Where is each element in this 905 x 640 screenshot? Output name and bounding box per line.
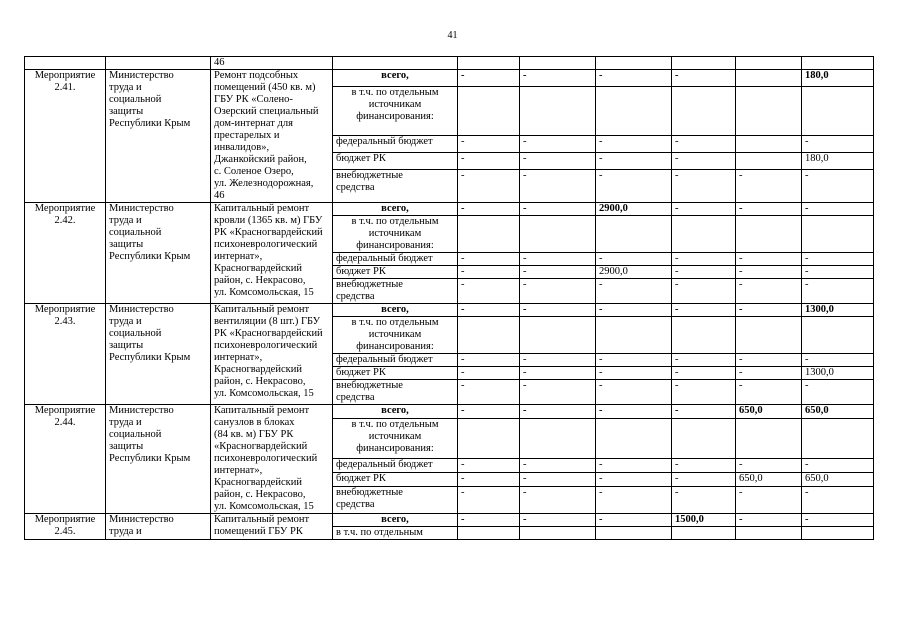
source-label-cell: бюджет РК [333, 266, 458, 279]
object-cell: Ремонт подсобных помещений (450 кв. м) ГБУ РК «Солено- Озерский специальный дом-интернат для престарелых и инвалидов», Джанкойский район, с. Соленое Озеро, ул. Железнодорожная, 46 [211, 70, 333, 203]
amount-cell [672, 317, 736, 354]
amount-cell: 1500,0 [672, 514, 736, 527]
amount-cell: - [458, 304, 520, 317]
object-tail-cell: 46 [211, 57, 333, 70]
amount-cell: - [458, 458, 520, 472]
amount-cell [802, 87, 874, 136]
amount-cell: - [458, 279, 520, 304]
amount-cell: - [520, 170, 596, 203]
amount-cell: - [520, 203, 596, 216]
amount-cell [520, 527, 596, 540]
amount-cell: 650,0 [802, 472, 874, 486]
amount-cell: 650,0 [736, 405, 802, 419]
amount-cell: - [596, 70, 672, 87]
cell-empty [106, 57, 211, 70]
amount-cell [596, 216, 672, 253]
amount-cell: - [520, 135, 596, 152]
amount-cell: - [672, 304, 736, 317]
amount-cell: - [672, 367, 736, 380]
amount-cell: - [596, 486, 672, 513]
amount-cell: - [458, 152, 520, 169]
amount-cell [596, 317, 672, 354]
amount-cell: - [520, 380, 596, 405]
amount-cell: - [520, 405, 596, 419]
amount-cell: - [458, 486, 520, 513]
object-cell: Капитальный ремонт санузлов в блоках (84 кв. м) ГБУ РК «Красногвардейский психоневрологический интернат», Красногвардейский район, с. Некрасово, ул. Комсомольская, 15 [211, 405, 333, 514]
source-label-cell: всего, [333, 405, 458, 419]
amount-cell: - [736, 279, 802, 304]
table-row [25, 514, 874, 527]
amount-cell: - [672, 405, 736, 419]
amount-cell: - [458, 514, 520, 527]
amount-cell [802, 317, 874, 354]
amount-cell: - [672, 253, 736, 266]
amount-cell [736, 419, 802, 459]
object-cell: Капитальный ремонт помещений ГБУ РК [211, 514, 333, 540]
amount-cell [672, 527, 736, 540]
amount-cell: - [596, 458, 672, 472]
source-label-cell: всего, [333, 70, 458, 87]
amount-cell [736, 70, 802, 87]
amount-cell: - [458, 170, 520, 203]
amount-cell: - [802, 354, 874, 367]
amount-cell: - [458, 70, 520, 87]
source-label-cell: бюджет РК [333, 152, 458, 169]
cell-empty [802, 57, 874, 70]
amount-cell [520, 317, 596, 354]
amount-cell: 650,0 [802, 405, 874, 419]
object-cell: Капитальный ремонт вентиляции (8 шт.) ГБУ РК «Красногвардейский психоневрологический интернат», Красногвардейский район, с. Некрасово, ул. Комсомольская, 15 [211, 304, 333, 405]
amount-cell: - [736, 203, 802, 216]
source-label-cell: всего, [333, 304, 458, 317]
amount-cell: - [802, 266, 874, 279]
source-label-cell: всего, [333, 514, 458, 527]
amount-cell [736, 152, 802, 169]
amount-cell [736, 527, 802, 540]
source-label-cell: федеральный бюджет [333, 135, 458, 152]
amount-cell: - [458, 253, 520, 266]
amount-cell: - [520, 472, 596, 486]
amount-cell: - [520, 304, 596, 317]
amount-cell: - [672, 152, 736, 169]
amount-cell: - [458, 367, 520, 380]
amount-cell: - [520, 279, 596, 304]
amount-cell: - [672, 170, 736, 203]
table-row [25, 405, 874, 419]
amount-cell: - [736, 380, 802, 405]
amount-cell [520, 216, 596, 253]
ministry-cell: Министерство труда и [106, 514, 211, 540]
amount-cell: 1300,0 [802, 367, 874, 380]
page-number: 41 [447, 30, 458, 41]
amount-cell [802, 419, 874, 459]
cell-empty [736, 57, 802, 70]
amount-cell: - [736, 354, 802, 367]
source-label-cell: внебюджетные средства [333, 170, 458, 203]
amount-cell: - [458, 380, 520, 405]
amount-cell: - [520, 266, 596, 279]
measure-id-cell: Мероприятие 2.42. [25, 203, 106, 304]
amount-cell: - [802, 458, 874, 472]
amount-cell: - [802, 514, 874, 527]
amount-cell: - [458, 135, 520, 152]
amount-cell: - [520, 354, 596, 367]
source-label-cell: бюджет РК [333, 367, 458, 380]
amount-cell: - [596, 152, 672, 169]
amount-cell: - [672, 472, 736, 486]
amount-cell [458, 527, 520, 540]
amount-cell: - [802, 253, 874, 266]
amount-cell: - [672, 203, 736, 216]
amount-cell [458, 419, 520, 459]
financing-table [24, 56, 874, 540]
amount-cell [672, 216, 736, 253]
amount-cell: - [520, 486, 596, 513]
amount-cell: - [596, 367, 672, 380]
amount-cell: - [736, 170, 802, 203]
amount-cell: 1300,0 [802, 304, 874, 317]
measure-id-cell: Мероприятие 2.44. [25, 405, 106, 514]
amount-cell: 650,0 [736, 472, 802, 486]
amount-cell [520, 419, 596, 459]
amount-cell: 180,0 [802, 70, 874, 87]
amount-cell: - [596, 170, 672, 203]
amount-cell: - [802, 203, 874, 216]
amount-cell [458, 87, 520, 136]
measure-id-cell: Мероприятие 2.43. [25, 304, 106, 405]
amount-cell [520, 87, 596, 136]
amount-cell: - [596, 405, 672, 419]
amount-cell: - [736, 266, 802, 279]
source-label-cell: внебюджетные средства [333, 380, 458, 405]
amount-cell: - [672, 279, 736, 304]
amount-cell: - [672, 266, 736, 279]
amount-cell: - [596, 279, 672, 304]
amount-cell: - [802, 380, 874, 405]
source-label-cell: в т.ч. по отдельным источникам финансирования: [333, 87, 458, 136]
amount-cell: - [596, 472, 672, 486]
amount-cell [736, 216, 802, 253]
amount-cell: - [736, 486, 802, 513]
amount-cell: - [672, 380, 736, 405]
amount-cell: - [672, 135, 736, 152]
source-label-cell: федеральный бюджет [333, 458, 458, 472]
cell-empty [458, 57, 520, 70]
ministry-cell: Министерство труда и социальной защиты Республики Крым [106, 70, 211, 203]
amount-cell: - [802, 279, 874, 304]
amount-cell: - [596, 514, 672, 527]
amount-cell [458, 317, 520, 354]
amount-cell: - [596, 354, 672, 367]
ministry-cell: Министерство труда и социальной защиты Республики Крым [106, 304, 211, 405]
amount-cell: 2900,0 [596, 203, 672, 216]
amount-cell: - [672, 70, 736, 87]
table-row [25, 304, 874, 317]
amount-cell: - [520, 514, 596, 527]
amount-cell: - [802, 135, 874, 152]
amount-cell: - [520, 458, 596, 472]
amount-cell: - [596, 253, 672, 266]
source-label-cell: в т.ч. по отдельным источникам финансирования: [333, 216, 458, 253]
amount-cell: - [458, 203, 520, 216]
cell-empty [520, 57, 596, 70]
cell-empty [333, 57, 458, 70]
continuation-row [25, 57, 874, 70]
source-label-cell: в т.ч. по отдельным источникам финансирования: [333, 317, 458, 354]
ministry-cell: Министерство труда и социальной защиты Республики Крым [106, 203, 211, 304]
amount-cell: - [672, 458, 736, 472]
amount-cell: - [736, 514, 802, 527]
amount-cell: 180,0 [802, 152, 874, 169]
amount-cell [672, 87, 736, 136]
amount-cell [736, 135, 802, 152]
source-label-cell: внебюджетные средства [333, 486, 458, 513]
amount-cell: - [672, 486, 736, 513]
source-label-cell: федеральный бюджет [333, 253, 458, 266]
amount-cell: - [736, 304, 802, 317]
amount-cell: - [520, 70, 596, 87]
amount-cell [672, 419, 736, 459]
amount-cell: - [458, 266, 520, 279]
amount-cell: - [802, 170, 874, 203]
cell-empty [25, 57, 106, 70]
ministry-cell: Министерство труда и социальной защиты Республики Крым [106, 405, 211, 514]
amount-cell: - [736, 367, 802, 380]
object-cell: Капитальный ремонт кровли (1365 кв. м) ГБУ РК «Красногвардейский психоневрологический интернат», Красногвардейский район, с. Некрасово, ул. Комсомольская, 15 [211, 203, 333, 304]
table-row [25, 203, 874, 216]
amount-cell [596, 527, 672, 540]
amount-cell [736, 87, 802, 136]
amount-cell [802, 527, 874, 540]
amount-cell: - [458, 405, 520, 419]
amount-cell: - [596, 135, 672, 152]
source-label-cell: всего, [333, 203, 458, 216]
measure-id-cell: Мероприятие 2.41. [25, 70, 106, 203]
cell-empty [596, 57, 672, 70]
amount-cell: - [672, 354, 736, 367]
amount-cell: - [736, 253, 802, 266]
amount-cell: - [520, 152, 596, 169]
source-label-cell: в т.ч. по отдельным [333, 527, 458, 540]
amount-cell [736, 317, 802, 354]
source-label-cell: федеральный бюджет [333, 354, 458, 367]
measure-id-cell: Мероприятие 2.45. [25, 514, 106, 540]
amount-cell: - [520, 253, 596, 266]
source-label-cell: в т.ч. по отдельным источникам финансирования: [333, 419, 458, 459]
amount-cell [596, 419, 672, 459]
amount-cell: - [458, 472, 520, 486]
amount-cell: - [596, 304, 672, 317]
amount-cell: 2900,0 [596, 266, 672, 279]
source-label-cell: бюджет РК [333, 472, 458, 486]
source-label-cell: внебюджетные средства [333, 279, 458, 304]
amount-cell: - [458, 354, 520, 367]
amount-cell [802, 216, 874, 253]
amount-cell: - [802, 486, 874, 513]
amount-cell [458, 216, 520, 253]
table-row [25, 70, 874, 87]
amount-cell: - [596, 380, 672, 405]
amount-cell: - [520, 367, 596, 380]
amount-cell: - [736, 458, 802, 472]
cell-empty [672, 57, 736, 70]
amount-cell [596, 87, 672, 136]
